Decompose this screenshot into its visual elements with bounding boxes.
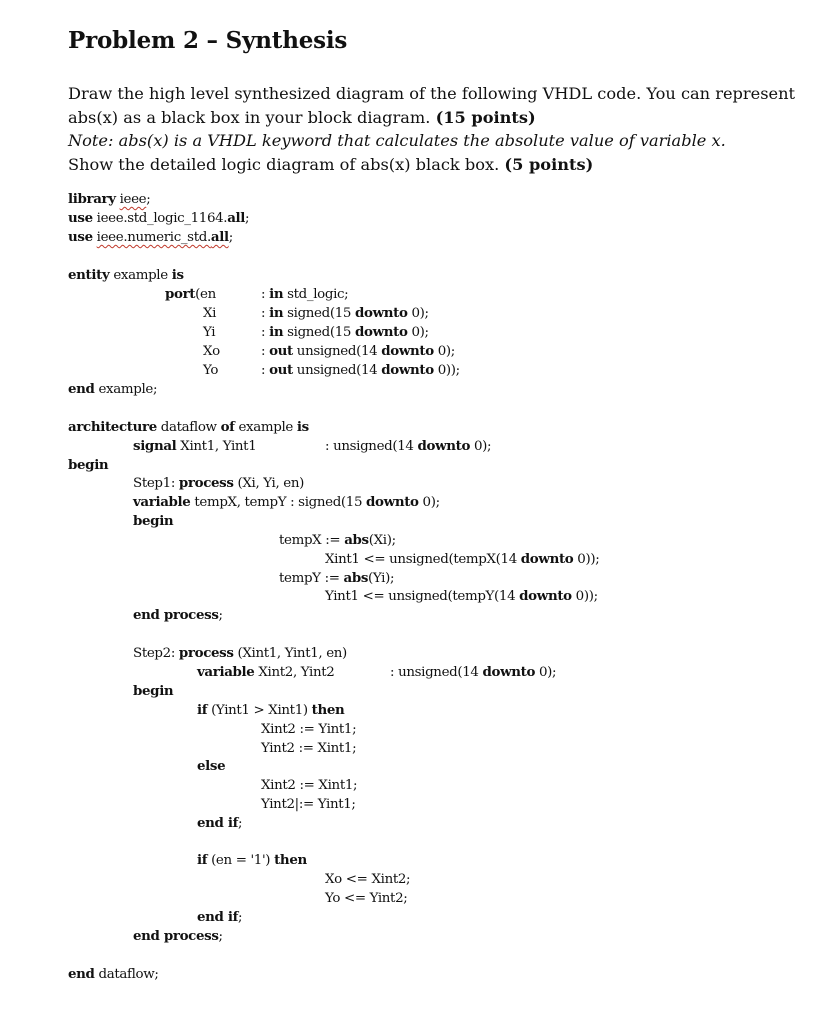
code-keyword: downto (417, 438, 471, 454)
code-line (197, 663, 334, 682)
code-line (68, 418, 309, 437)
code-text: ieee.numeric_std. (96, 230, 211, 245)
code-text: ; (238, 816, 243, 831)
code-keyword: variable (197, 664, 255, 680)
code-text: Xo <= Xint2; (325, 872, 411, 887)
code-text: 0); (407, 306, 429, 321)
code-keyword: process (178, 645, 234, 661)
code-line (203, 323, 215, 342)
code-line (68, 380, 157, 399)
code-line (261, 776, 357, 795)
code-line (261, 285, 348, 304)
code-keyword: abs (343, 570, 369, 586)
code-text: (Xi, Yi, en) (233, 476, 304, 491)
code-keyword: else (197, 758, 226, 774)
code-line (133, 606, 223, 625)
code-text: 0)); (571, 589, 598, 604)
code-text: Yint1 <= unsigned(tempY(14 (325, 589, 520, 604)
code-text: (Yi); (368, 571, 395, 586)
instruction-line-1: Draw the high level synthesized diagram of the following VHDL code. You can represent (68, 84, 796, 103)
code-keyword: library (68, 191, 116, 207)
code-keyword: use (68, 229, 93, 245)
code-keyword: variable (133, 494, 191, 510)
code-text: Yi (203, 325, 216, 340)
code-line (133, 512, 173, 531)
points-label-15: (15 points) (435, 107, 536, 127)
code-line (133, 927, 223, 946)
code-keyword: architecture (68, 419, 157, 435)
code-keyword: is (171, 267, 184, 283)
code-keyword: in (269, 324, 284, 340)
code-text: ieee.std_logic_1164. (92, 211, 228, 226)
code-keyword: begin (68, 457, 109, 473)
code-text: Yo <= Yint2; (325, 891, 408, 906)
code-line (325, 587, 598, 606)
code-text: 0); (407, 325, 429, 340)
code-text: 0)); (433, 363, 460, 378)
code-keyword: downto (381, 343, 434, 359)
code-keyword: then (274, 852, 307, 868)
code-text: ; (238, 910, 243, 925)
code-line (261, 361, 460, 380)
code-line (261, 739, 356, 758)
code-line (165, 285, 216, 304)
code-text: example; (94, 382, 158, 397)
code-keyword: downto (381, 362, 434, 378)
code-text: ; (218, 929, 223, 944)
code-text: Xint2, Yint2 (254, 665, 335, 680)
code-keyword: downto (482, 664, 536, 680)
code-keyword: end if (197, 815, 239, 831)
code-text: Yint2|:= Yint1; (261, 797, 356, 812)
code-text: ieee (119, 192, 147, 207)
code-text: 0); (418, 495, 440, 510)
code-line (203, 342, 220, 361)
code-line (197, 908, 242, 927)
code-text: ; (218, 608, 223, 623)
code-keyword: begin (133, 513, 174, 529)
code-text: Step2: (133, 646, 179, 661)
code-keyword: entity (68, 267, 110, 283)
code-text: ; (146, 192, 151, 207)
code-keyword: if (197, 852, 208, 868)
code-line (68, 965, 159, 984)
code-line (390, 663, 556, 682)
code-text: example (109, 268, 172, 283)
code-keyword: signal (133, 438, 177, 454)
code-line (325, 889, 407, 908)
code-keyword: then (311, 702, 345, 718)
code-keyword: is (296, 419, 309, 435)
code-text: : unsigned(14 (325, 439, 418, 454)
code-text: unsigned(14 (292, 363, 382, 378)
code-text: : (261, 363, 270, 378)
code-keyword: process (178, 475, 234, 491)
code-line (261, 342, 455, 361)
code-keyword: end process (133, 928, 219, 944)
code-line (133, 474, 304, 493)
code-text: tempX := (279, 533, 345, 548)
code-text: (Xint1, Yint1, en) (233, 646, 347, 661)
code-line (133, 644, 347, 663)
code-line (133, 493, 440, 512)
code-text: signed(15 (283, 306, 355, 321)
code-line (261, 795, 356, 814)
code-line (133, 682, 173, 701)
points-label-5: (5 points) (504, 154, 594, 174)
code-line (197, 757, 225, 776)
code-text: (Xi); (368, 533, 396, 548)
code-text: : unsigned(14 (390, 665, 483, 680)
instruction-line-2-text: abs(x) as a black box in your block diagram. (68, 107, 436, 127)
code-text: Xint2 := Xint1; (261, 778, 358, 793)
code-text: dataflow; (94, 967, 159, 982)
code-text: Xint1, Yint1 (176, 439, 257, 454)
code-text: Yo (203, 363, 219, 378)
code-text: ; (245, 211, 250, 226)
code-keyword: downto (354, 324, 408, 340)
code-keyword: downto (366, 494, 419, 510)
instruction-line-4-text: Show the detailed logic diagram of abs(x) black box. (68, 154, 505, 174)
code-line (197, 814, 242, 833)
code-keyword: in (269, 286, 284, 302)
code-keyword: out (269, 362, 293, 378)
code-line (203, 304, 216, 323)
code-keyword: in (269, 305, 284, 321)
code-line (68, 228, 233, 247)
code-keyword: begin (133, 683, 174, 699)
code-line (279, 531, 396, 550)
code-text: Xo (203, 344, 220, 359)
code-text: Step1: (133, 476, 179, 491)
code-line (68, 266, 184, 285)
code-text: dataflow (156, 420, 221, 435)
code-line (279, 569, 394, 588)
code-line (261, 323, 429, 342)
code-line (261, 720, 356, 739)
code-text: : (261, 325, 270, 340)
code-line (68, 456, 108, 475)
code-text: tempY := (279, 571, 344, 586)
code-line (325, 437, 491, 456)
code-text: unsigned(14 (292, 344, 382, 359)
code-keyword: of (220, 419, 235, 435)
code-line (68, 209, 249, 228)
code-text: ; (228, 230, 233, 245)
code-text: Xint1 <= unsigned(tempX(14 (325, 552, 521, 567)
code-keyword: use (68, 210, 93, 226)
code-keyword: all (210, 229, 229, 245)
code-line (325, 870, 410, 889)
code-line (261, 304, 429, 323)
code-line (325, 550, 599, 569)
code-text: (en = '1') (207, 853, 275, 868)
code-text: std_logic; (283, 287, 349, 302)
note-line: Note: abs(x) is a VHDL keyword that calculates the absolute value of variable x. (68, 131, 726, 150)
code-text: tempX, tempY : signed(15 (190, 495, 367, 510)
code-line (197, 851, 307, 870)
code-keyword: downto (519, 588, 572, 604)
code-text: Xint2 := Yint1; (261, 722, 357, 737)
code-keyword: end if (197, 909, 239, 925)
code-keyword: end process (133, 607, 219, 623)
code-keyword: if (197, 702, 208, 718)
code-keyword: port (165, 286, 196, 302)
code-text: : (261, 306, 270, 321)
code-text: : (261, 287, 270, 302)
code-text: Yint2 := Xint1; (261, 741, 357, 756)
code-text: 0); (535, 665, 557, 680)
code-line (68, 190, 150, 209)
code-keyword: all (227, 210, 246, 226)
code-keyword: downto (354, 305, 408, 321)
code-text: signed(15 (283, 325, 355, 340)
code-text: 0); (470, 439, 492, 454)
code-text: Xi (203, 306, 217, 321)
code-keyword: end (68, 966, 95, 982)
code-text: (Yint1 > Xint1) (207, 703, 312, 718)
problem-heading: Problem 2 – Synthesis (68, 27, 348, 54)
code-text: 0); (433, 344, 455, 359)
code-line (133, 437, 256, 456)
code-keyword: end (68, 381, 95, 397)
code-keyword: out (269, 343, 293, 359)
code-line (203, 361, 218, 380)
code-text: : (261, 344, 270, 359)
code-keyword: abs (344, 532, 369, 548)
code-text: (en (195, 287, 216, 302)
code-text: example (234, 420, 297, 435)
code-line (197, 701, 344, 720)
code-text: 0)); (573, 552, 600, 567)
code-keyword: downto (520, 551, 574, 567)
